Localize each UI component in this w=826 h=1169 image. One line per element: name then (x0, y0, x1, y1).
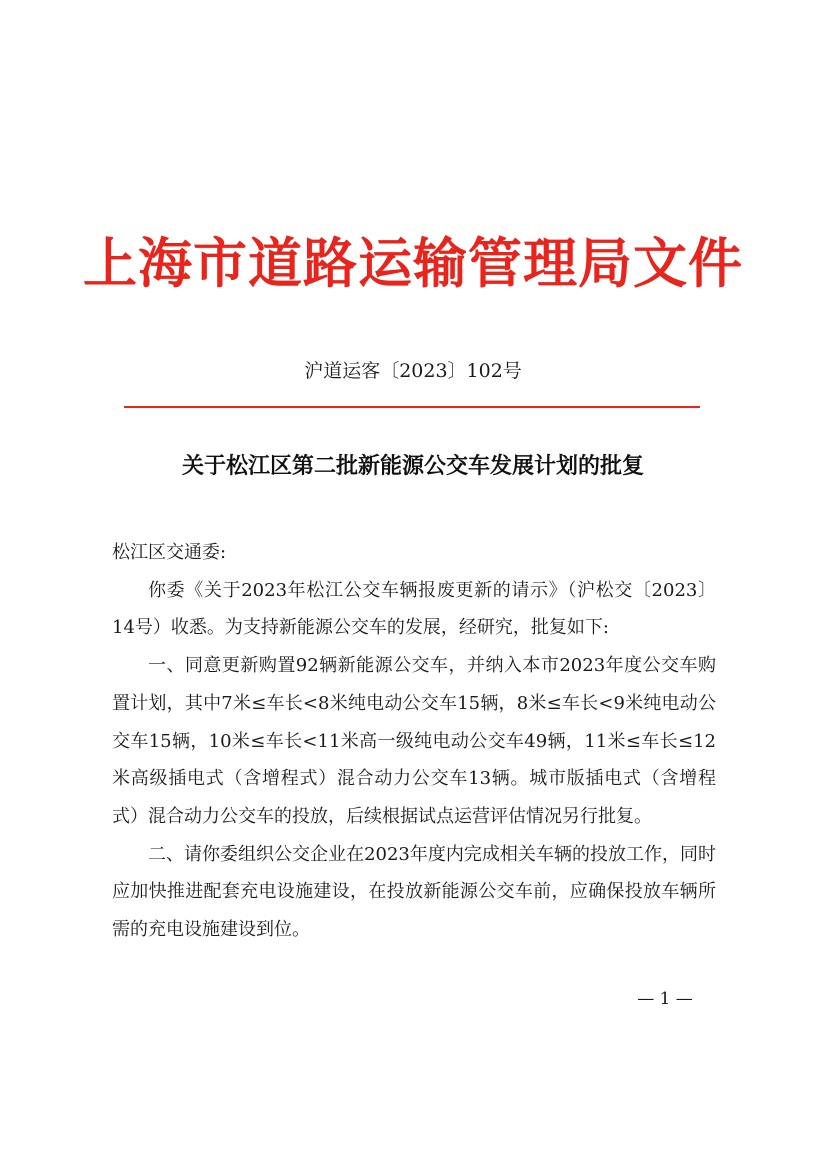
paragraph-intro: 你委《关于2023年松江公交车辆报废更新的请示》（沪松交〔2023〕14号）收悉。为支持新能源公交车的发展，经研究，批复如下: (112, 579, 716, 639)
paragraph-item-2: 二、请你委组织公交企业在2023年度内完成相关车辆的投放工作，同时应加快推进配套充电设施建设，在投放新能源公交车前，应确保投放车辆所需的充电设施建设到位。 (112, 843, 716, 941)
red-divider-line (124, 406, 700, 408)
salutation: 松江区交通委: (112, 542, 227, 563)
page-number: — 1 — (637, 989, 693, 1009)
document-number: 沪道运客〔2023〕102号 (304, 360, 522, 382)
document-body (112, 534, 716, 949)
paragraph-item-1: 一、同意更新购置92辆新能源公交车，并纳入本市2023年度公交车购置计划，其中7米≤车长<8米纯电动公交车15辆，8米≤车长<9米纯电动公交车15辆，10米≤车长<11米高一级纯电动公交车49辆，11米≤车长≤12米高级插电式（含增程式）混合动力公交车13辆。城市版插电式（含增程式）混合动力公交车的投放，后续根据试点运营评估情况另行批复。 (112, 655, 716, 827)
masthead-title: 上海市道路运输管理局文件 (83, 231, 743, 295)
document-title: 关于松江区第二批新能源公交车发展计划的批复 (181, 453, 644, 479)
